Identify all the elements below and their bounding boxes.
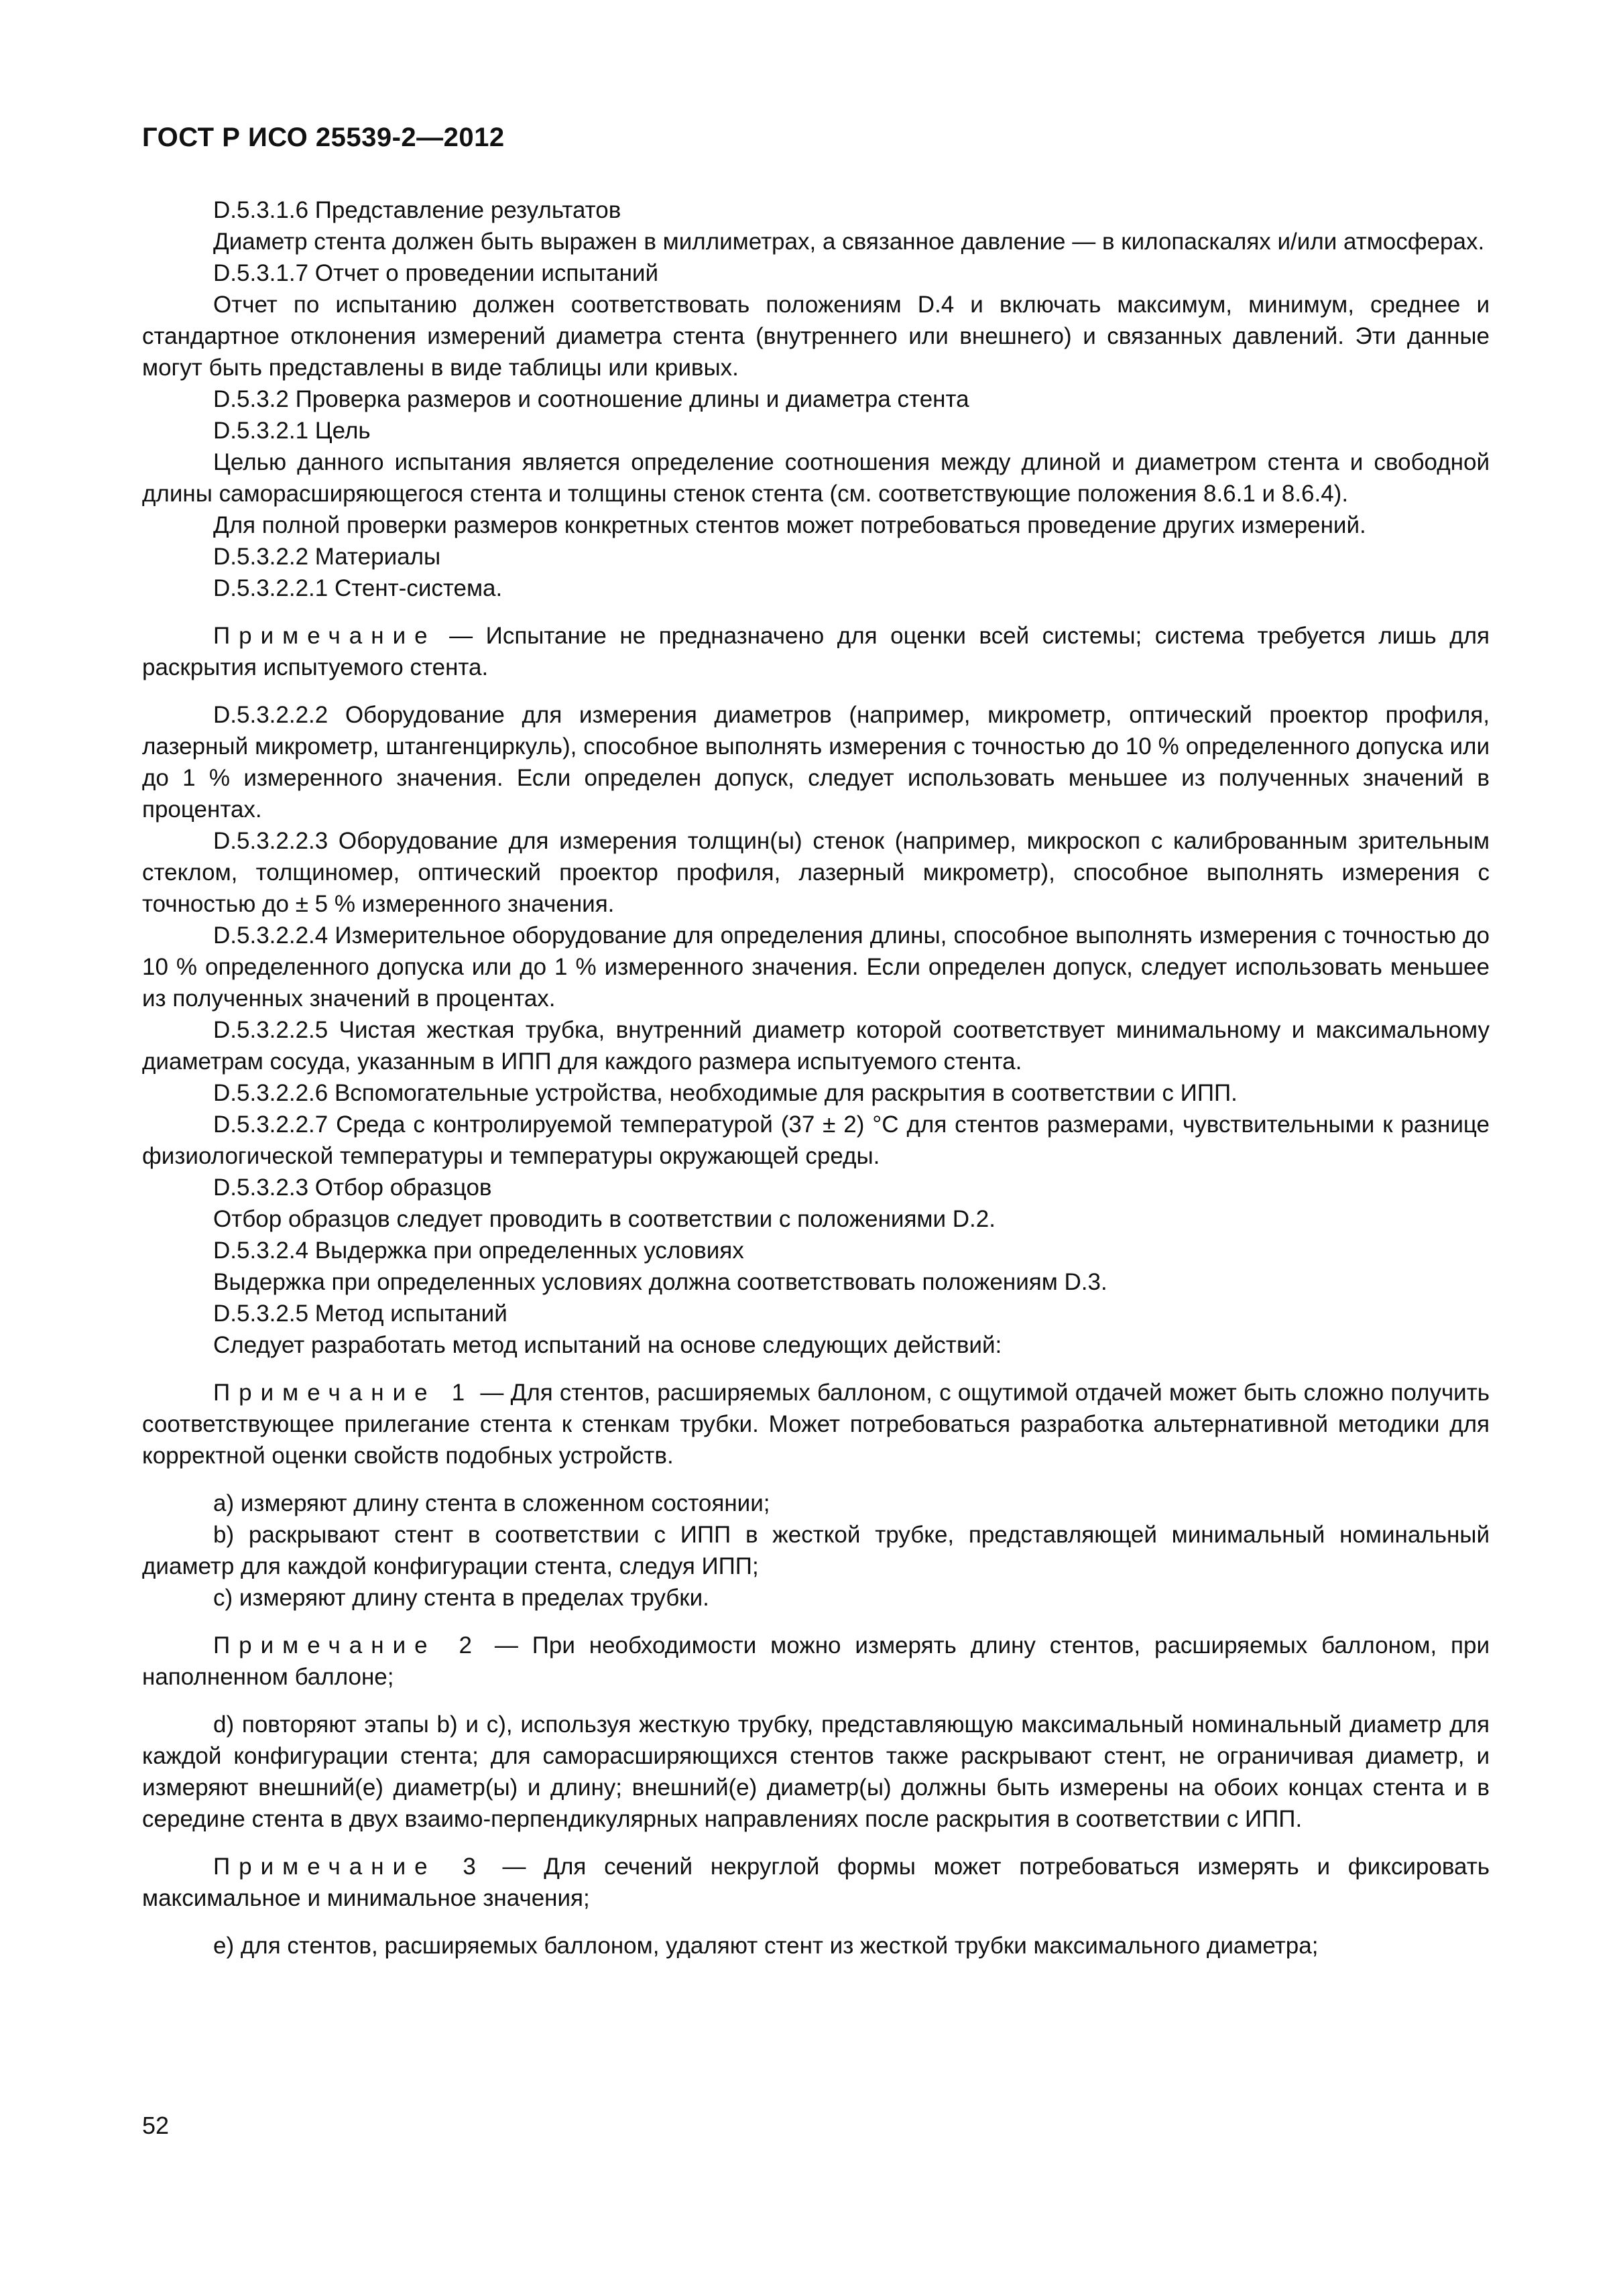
document-body [142,194,1490,1961]
note-text: — Для сечений некруглой формы может потребоваться измерять и фиксировать максимальное и минимальное значения; [142,1854,1490,1911]
paragraph: D.5.3.2.2 Материалы [213,544,441,570]
paragraph: D.5.3.2 Проверка размеров и соотношение длины и диаметра стента [213,386,969,412]
note-text: — Испытание не предназначено для оценки всей системы; система требуется лишь для раскрытия испытуемого стента. [142,623,1490,680]
note-label: Примечание [213,623,436,649]
note-3 [142,1851,1490,1914]
paragraph: Следует разработать метод испытаний на основе следующих действий: [213,1332,1002,1358]
note-text: — При необходимости можно измерять длину стентов, расширяемых баллоном, при наполненном баллоне; [142,1632,1490,1690]
paragraph: Диаметр стента должен быть выражен в миллиметрах, а связанное давление — в килопаскалях и/или атмосферах. [213,229,1485,255]
note-label: Примечание 1 [213,1380,474,1406]
paragraph: D.5.3.2.5 Метод испытаний [213,1301,507,1327]
paragraph: D.5.3.2.2.6 Вспомогательные устройства, необходимые для раскрытия в соответствии с ИПП. [213,1080,1238,1106]
note [142,620,1490,683]
paragraph: D.5.3.2.2.7 Среда с контролируемой температурой (37 ± 2) °С для стентов размерами, чувствительными к разнице физиологической температуры и температуры окружающей среды. [142,1111,1490,1169]
page-number: 52 [142,2112,170,2139]
paragraph: D.5.3.2.2.4 Измерительное оборудование для определения длины, способное выполнять измерения с точностью до 10 % определенного допуска или до 1 % измеренного значения. Если определен допуск, следует использовать меньшее из полученных значений в процентах. [142,922,1490,1012]
note-label: Примечание 3 [213,1854,485,1880]
list-item: b) раскрывают стент в соответствии с ИПП в жесткой трубке, представляющей минимальный номинальный диаметр для каждой конфигурации стента, следуя ИПП; [142,1522,1490,1579]
paragraph: D.5.3.2.1 Цель [213,418,371,444]
paragraph: D.5.3.2.3 Отбор образцов [213,1174,492,1201]
paragraph: Выдержка при определенных условиях должна соответствовать положениям D.3. [213,1269,1107,1295]
note-text: — Для стентов, расширяемых баллоном, с ощутимой отдачей может быть сложно получить соответствующее прилегание стента к стенкам трубки. Может потребоваться разработка альтернативной методики для корректной оценки свойств подобных устройств. [142,1380,1490,1469]
paragraph: D.5.3.2.2.3 Оборудование для измерения толщин(ы) стенок (например, микроскоп с калиброванным зрительным стеклом, толщиномер, оптический проектор профиля, лазерный микрометр), способное выполнять измерения с точностью до ± 5 % измеренного значения. [142,828,1490,917]
note-2 [142,1630,1490,1693]
paragraph: Целью данного испытания является определение соотношения между длиной и диаметром стента и свободной длины саморасширяющегося стента и толщины стенок стента (см. соответствующие положения 8.6.1 и 8.6.4). [142,449,1490,507]
document-header: ГОСТ Р ИСО 25539-2—2012 [142,123,505,152]
note-label: Примечание 2 [213,1632,481,1658]
paragraph: D.5.3.2.4 Выдержка при определенных условиях [213,1237,744,1264]
paragraph: Отбор образцов следует проводить в соответствии с положениями D.2. [213,1206,996,1232]
paragraph: Отчет по испытанию должен соответствовать положениям D.4 и включать максимум, минимум, среднее и стандартное отклонения измерений диаметра стента (внутреннего или внешнего) и связанных давлений. Эти данные могут быть представлены в виде таблицы или кривых. [142,292,1490,381]
list-item: а) измеряют длину стента в сложенном состоянии; [213,1490,770,1516]
paragraph: D.5.3.2.2.1 Стент-система. [213,575,503,601]
paragraph: D.5.3.1.6 Представление результатов [213,197,621,223]
list-item: е) для стентов, расширяемых баллоном, удаляют стент из жесткой трубки максимального диаметра; [213,1933,1319,1959]
list-item: d) повторяют этапы b) и с), используя жесткую трубку, представляющую максимальный номинальный диаметр для каждой конфигурации стента; для саморасширяющихся стентов также раскрывают стент, не ограничивая диаметр, и измеряют внешний(е) диаметр(ы) и длину; внешний(е) диаметр(ы) должны быть измерены на обоих концах стента и в середине стента в двух взаимо-перпендикулярных направлениях после раскрытия в соответствии с ИПП. [142,1711,1490,1832]
note-1 [142,1377,1490,1471]
paragraph: Для полной проверки размеров конкретных стентов может потребоваться проведение других измерений. [213,512,1366,538]
paragraph: D.5.3.1.7 Отчет о проведении испытаний [213,260,659,286]
paragraph: D.5.3.2.2.2 Оборудование для измерения диаметров (например, микрометр, оптический проектор профиля, лазерный микрометр, штангенциркуль), способное выполнять измерения с точностью до 10 % определенного допуска или до 1 % измеренного значения. Если определен допуск, следует использовать меньшее из полученных значений в процентах. [142,702,1490,823]
list-item: с) измеряют длину стента в пределах трубки. [213,1585,709,1611]
paragraph: D.5.3.2.2.5 Чистая жесткая трубка, внутренний диаметр которой соответствует минимальному и максимальному диаметрам сосуда, указанным в ИПП для каждого размера испытуемого стента. [142,1017,1490,1075]
